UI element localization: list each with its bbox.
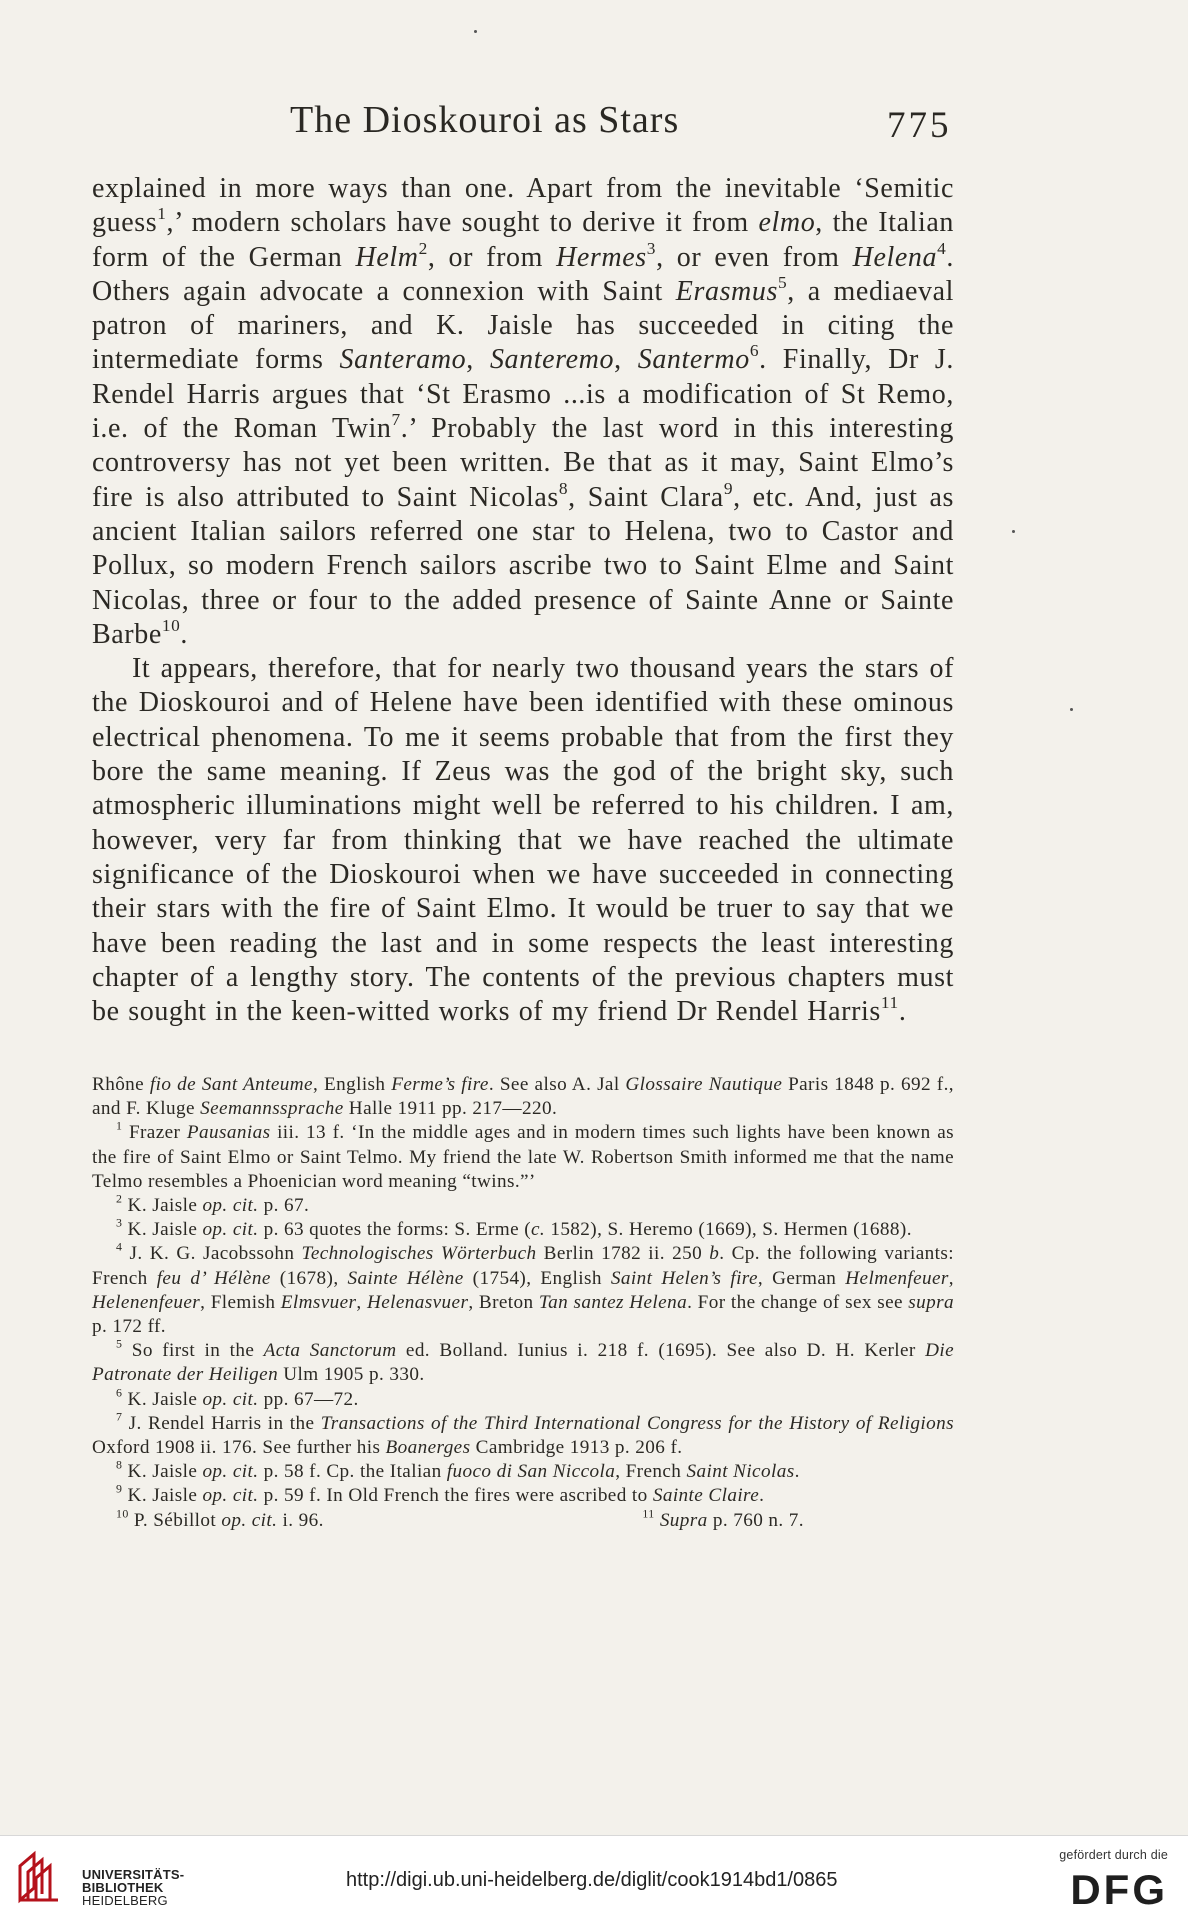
footnote-marker: 4 bbox=[937, 238, 947, 258]
footnote-marker: 1 bbox=[157, 204, 167, 224]
text-run: Paris 1848 p. 692 f., and F. Kluge bbox=[92, 1074, 954, 1120]
footnote-marker: 10 bbox=[161, 615, 181, 635]
text-run: K. Jaisle bbox=[122, 1461, 203, 1483]
italic-text: op. cit. bbox=[202, 1485, 259, 1507]
text-run: , French bbox=[615, 1461, 687, 1483]
text-run: , or from bbox=[427, 241, 557, 273]
footnote-10 bbox=[116, 1506, 324, 1533]
footnote-marker: 9 bbox=[723, 478, 734, 498]
italic-text: Die Patronate der Heiligen bbox=[92, 1340, 955, 1386]
text-run: pp. 67—72. bbox=[258, 1388, 359, 1410]
footnote-marker: 7 bbox=[391, 409, 401, 429]
page-number: 775 bbox=[887, 105, 952, 146]
text-run: ed. Bolland. Iunius i. 218 f. (1695). See also D. H. Kerler bbox=[396, 1340, 926, 1362]
italic-text: fio de Sant Anteume bbox=[149, 1074, 313, 1095]
italic-text: Supra bbox=[659, 1509, 708, 1531]
italic-text: Elmsvuer bbox=[280, 1291, 357, 1313]
footnote-row-10-11 bbox=[92, 1506, 954, 1533]
italic-text: supra bbox=[908, 1291, 954, 1313]
footnote-marker: 5 bbox=[116, 1336, 123, 1351]
text-run: K. Jaisle bbox=[122, 1219, 203, 1241]
library-name-line3: HEIDELBERG bbox=[82, 1893, 168, 1908]
text-run: Oxford 1908 ii. 176. See further his bbox=[92, 1437, 386, 1459]
text-run: 1582), S. Heremo (1669), S. Hermen (1688). bbox=[545, 1219, 912, 1241]
footnote-marker: 11 bbox=[880, 992, 899, 1012]
library-name-line1: UNIVERSITÄTS- bbox=[82, 1867, 185, 1882]
text-run: K. Jaisle bbox=[122, 1485, 203, 1507]
text-run: . For the change of sex see bbox=[687, 1291, 909, 1313]
footnote-marker: 6 bbox=[749, 341, 760, 361]
footnote-marker: 7 bbox=[116, 1409, 123, 1424]
text-run: . bbox=[898, 996, 907, 1028]
heidelberg-library-logo[interactable] bbox=[14, 1846, 185, 1910]
text-run: Ulm 1905 p. 330. bbox=[278, 1364, 425, 1386]
text-run: . bbox=[794, 1461, 800, 1483]
italic-text: op. cit. bbox=[202, 1461, 259, 1483]
italic-text: b bbox=[709, 1243, 720, 1265]
italic-text: Saint Nicolas bbox=[686, 1461, 795, 1483]
footnotes bbox=[92, 1073, 954, 1533]
text-run: K. Jaisle bbox=[122, 1195, 203, 1217]
italic-text: Erasmus bbox=[675, 275, 778, 307]
text-run: , or even from bbox=[656, 241, 853, 273]
text-run: . bbox=[180, 618, 189, 650]
italic-text: op. cit. bbox=[202, 1195, 259, 1217]
footnote-marker: 10 bbox=[116, 1506, 129, 1521]
footnote-1 bbox=[92, 1121, 954, 1194]
italic-text: Helmenfeuer bbox=[845, 1267, 949, 1289]
text-run: p. 172 ff. bbox=[92, 1316, 166, 1338]
text-run: , English bbox=[312, 1074, 392, 1095]
scan-speck bbox=[1012, 530, 1015, 533]
viewer-footer bbox=[0, 1835, 1188, 1922]
text-run: Halle 1911 pp. 217—220. bbox=[343, 1098, 558, 1120]
footnote-marker: 8 bbox=[558, 478, 569, 498]
italic-text: Glossaire Nautique bbox=[625, 1074, 783, 1095]
italic-text: fuoco di San Niccola bbox=[446, 1461, 616, 1483]
sponsor-block[interactable] bbox=[1059, 1848, 1168, 1912]
italic-text: Hermes bbox=[556, 241, 647, 273]
scan-speck bbox=[474, 30, 477, 33]
text-run: , Breton bbox=[468, 1291, 539, 1313]
italic-text: Helenenfeuer bbox=[92, 1291, 201, 1313]
italic-text: feu d’ Hélène bbox=[156, 1267, 271, 1289]
italic-text: Saint Helen’s fire bbox=[610, 1267, 758, 1289]
footnote-2 bbox=[92, 1191, 954, 1218]
italic-text: Sainte Claire bbox=[652, 1485, 760, 1507]
text-run: ,’ modern scholars have sought to derive it from bbox=[166, 207, 759, 239]
dfg-logo: DFG bbox=[1070, 1866, 1168, 1913]
library-emblem-icon bbox=[14, 1846, 70, 1906]
text-run: . See also A. Jal bbox=[488, 1074, 626, 1095]
italic-text: op. cit. bbox=[202, 1388, 259, 1410]
footnote-marker: 5 bbox=[777, 272, 788, 292]
footnote-11 bbox=[642, 1506, 804, 1533]
text-run: J. K. G. Jacobssohn bbox=[122, 1243, 302, 1265]
text-run: . Cp. the following variants: French bbox=[92, 1243, 954, 1289]
paragraph-2 bbox=[92, 652, 954, 1029]
footnote-marker: 6 bbox=[116, 1385, 123, 1400]
text-run: p. 67. bbox=[258, 1195, 310, 1217]
text-run: K. Jaisle bbox=[122, 1388, 203, 1410]
italic-text: Pausanias bbox=[186, 1122, 271, 1144]
italic-text: c. bbox=[531, 1219, 546, 1241]
italic-text: op. cit. bbox=[202, 1219, 259, 1241]
footnote-8 bbox=[92, 1457, 954, 1484]
italic-text: elmo bbox=[758, 207, 816, 239]
text-run: p. 58 f. Cp. the Italian bbox=[258, 1461, 447, 1483]
footnote-marker: 3 bbox=[646, 238, 657, 258]
italic-text: Acta Sanctorum bbox=[263, 1340, 397, 1362]
footnote-marker: 9 bbox=[116, 1482, 123, 1497]
text-run: . bbox=[759, 1485, 765, 1507]
footnote-9 bbox=[92, 1484, 954, 1508]
footnote-marker: 3 bbox=[116, 1215, 123, 1230]
text-run: Berlin 1782 ii. 250 bbox=[536, 1243, 710, 1265]
library-name bbox=[82, 1868, 184, 1907]
text-run: , Flemish bbox=[200, 1291, 281, 1313]
text-run: (1678), bbox=[270, 1267, 348, 1289]
italic-text: Transactions of the Third International Congress for the History of Religions bbox=[320, 1412, 954, 1434]
text-run: , German bbox=[757, 1267, 846, 1289]
text-run: , bbox=[466, 344, 490, 376]
italic-text: Ferme’s fire bbox=[391, 1074, 489, 1095]
text-run: J. Rendel Harris in the bbox=[122, 1412, 321, 1434]
italic-text: op. cit. bbox=[221, 1509, 278, 1531]
text-run: p. 59 f. In Old French the fires were ascribed to bbox=[258, 1485, 653, 1507]
italic-text: Technologisches Wörterbuch bbox=[301, 1243, 537, 1265]
text-run: p. 760 n. 7. bbox=[707, 1509, 804, 1531]
permalink-url[interactable]: http://digi.ub.uni-heidelberg.de/diglit/cook1914bd1/0865 bbox=[346, 1869, 838, 1891]
footnote-3 bbox=[92, 1215, 954, 1242]
footnote-7 bbox=[92, 1409, 954, 1460]
text-run: Frazer bbox=[122, 1122, 187, 1144]
text-run: iii. 13 f. ‘In the middle ages and in modern times such lights have been known as the fire of Saint Elmo or Saint Telmo. My friend the late W. Robertson Smith informed me that the name Telmo resembles a Phoenician word meaning “twins.”’ bbox=[92, 1122, 954, 1192]
italic-text: Santermo bbox=[637, 344, 750, 376]
text-run: i. 96. bbox=[277, 1509, 324, 1531]
italic-text: Helenasvuer bbox=[366, 1291, 469, 1313]
italic-text: Santeramo bbox=[339, 344, 467, 376]
text-run: . Finally, Dr J. Rendel Harris argues that ‘St Erasmo ...is a modification of St Remo, i.e. of the Roman Twin bbox=[92, 344, 955, 445]
footnote-marker: 11 bbox=[642, 1506, 655, 1521]
text-run: , bbox=[948, 1267, 954, 1289]
italic-text: Santeremo bbox=[489, 344, 615, 376]
text-run: , etc. And, just as ancient Italian sailors referred one star to Helena, two to Castor and Pollux, so modern French sailors ascribe two to Saint Elme and Saint Nicolas, three or four to the added presence of Sainte Anne or Sainte Barbe bbox=[92, 481, 954, 650]
text-run: , Saint Clara bbox=[568, 481, 724, 513]
text-run: explained in more ways than one. Apart from the inevitable ‘Semitic guess bbox=[92, 173, 954, 239]
text-run: , the Italian form of the German bbox=[92, 207, 954, 273]
text-run: .’ Probably the last word in this interesting controversy has not yet been written. Be that as it may, Saint Elmo’s fire is also attributed to Saint Nicolas bbox=[92, 413, 954, 513]
footnote-marker: 1 bbox=[116, 1119, 123, 1134]
sponsor-label: gefördert durch die bbox=[1059, 1848, 1168, 1862]
text-run: P. Sébillot bbox=[128, 1509, 222, 1531]
italic-text: Seemannssprache bbox=[200, 1098, 344, 1120]
text-run: . Others again advocate a connexion with Saint bbox=[92, 241, 954, 307]
text-run: So first in the bbox=[122, 1340, 264, 1362]
footnote-4 bbox=[92, 1242, 954, 1339]
text-run: Rhône bbox=[92, 1074, 150, 1095]
text-run: Cambridge 1913 p. 206 f. bbox=[470, 1437, 683, 1459]
library-name-line2: BIBLIOTHEK bbox=[82, 1880, 164, 1895]
paragraph-1 bbox=[92, 172, 954, 652]
footnote-marker: 2 bbox=[418, 238, 428, 258]
text-run: , bbox=[356, 1291, 367, 1313]
footnote-5 bbox=[92, 1336, 955, 1387]
running-header bbox=[0, 98, 1188, 158]
footnote-marker: 2 bbox=[116, 1191, 123, 1206]
italic-text: Boanerges bbox=[385, 1437, 471, 1459]
main-text bbox=[92, 172, 954, 1029]
footnote-marker: 8 bbox=[116, 1457, 123, 1472]
text-run: It appears, therefore, that for nearly two thousand years the stars of the Dioskouroi and of Helene have been identified with these ominous electrical phenomena. To me it seems probable that from the first they bore the same meaning. If Zeus was the god of the bright sky, such atmospheric illuminations might well be referred to his children. I am, however, very far from thinking that we have reached the ultimate significance of the Dioskouroi when we have succeeded in connecting their stars with the fire of Saint Elmo. It would be truer to say that we have been reading the last and in some respects the least interesting chapter of a lengthy story. The contents of the previous chapters must be sought in the keen-witted works of my friend Dr Rendel Harris bbox=[92, 653, 954, 1028]
text-run: , a mediaeval patron of mariners, and K. Jaisle has succeeded in citing the intermediate forms bbox=[92, 275, 954, 376]
running-title: The Dioskouroi as Stars bbox=[290, 99, 680, 141]
footnote-6 bbox=[92, 1385, 954, 1412]
italic-text: Helena bbox=[852, 241, 938, 273]
italic-text: Tan santez Helena bbox=[538, 1291, 688, 1313]
italic-text: Helm bbox=[355, 241, 419, 273]
text-run: , bbox=[614, 344, 638, 376]
footnote-marker: 4 bbox=[116, 1240, 123, 1255]
scan-speck bbox=[1070, 708, 1073, 711]
italic-text: Sainte Hélène bbox=[347, 1267, 464, 1289]
text-run: (1754), English bbox=[463, 1267, 611, 1289]
text-run: p. 63 quotes the forms: S. Erme ( bbox=[258, 1219, 531, 1241]
footnote-continuation bbox=[92, 1073, 954, 1121]
